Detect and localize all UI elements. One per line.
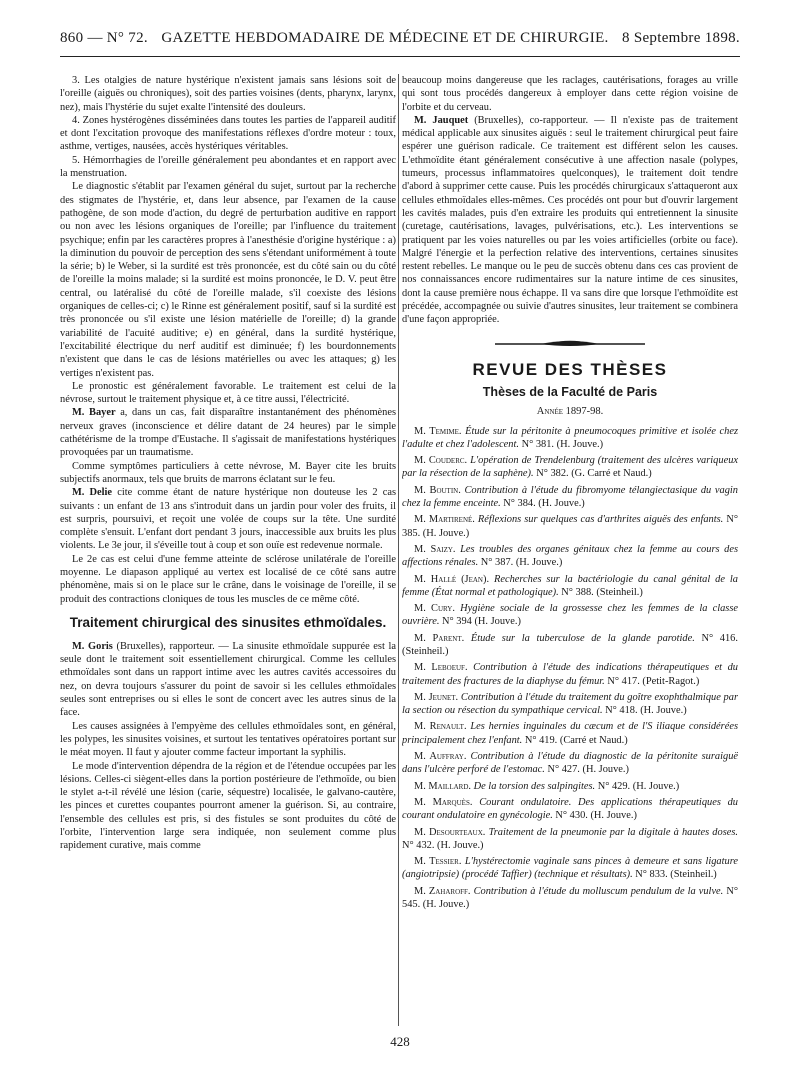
thesis-reference: N° 429. (H. Jouve.) xyxy=(597,780,680,792)
paragraph: beaucoup moins dangereuse que les raclages, cautérisations, forages au vrille qui sont tous procédés dangereux à employer dans cette région voisine de l'orbite et du cerveau. xyxy=(402,75,738,113)
issue-date: 8 Septembre 1898. xyxy=(621,30,740,46)
speaker-name: M. Goris xyxy=(72,640,113,652)
page-number: 428 xyxy=(390,1034,410,1049)
thesis-title: Les hernies inguinales du cæcum et de l'S iliaque considérées principalement chez l'enfant. xyxy=(402,721,738,746)
right-column xyxy=(402,74,738,1024)
thesis-title: L'opération de Trendelenburg (traitement des ulcères variqueux par la résection de la saphène). xyxy=(402,455,738,480)
paragraph: Le pronostic est généralement favorable. Le traitement est celui de la névrose, surtout le traitement physique et, à ce titre aussi, l'électricité. xyxy=(60,380,396,406)
thesis-entry xyxy=(402,750,738,777)
speaker-text: cite comme étant de nature hystérique non douteuse les 2 cas suivants : un enfant de 13 ans s'introduit dans un jardin pour voler des fruits, il est surpris, poursuivi, et reçoit une volée de coups sur la tête. Une surdité complète s'ensuit. L'enfant dort pendant 3 jours, inaccessible aux bruits les plus violents. Le 3e jour, il s'éveille tout à coup et son ouïe est redevenue normale. xyxy=(60,487,396,552)
thesis-entry xyxy=(402,632,738,659)
paragraph: Le mode d'intervention dépendra de la région et de l'étendue occupées par les lésions. Celles-ci siègent-elles dans la portion postérieure de l'ethmoïde, ou bien le stylet a-t-il révélé une lésion (carie, séquestre) localisée, le galvano-cautère, les pinces et curettes coupantes pourront amener la guérison. Si, au contraire, l'ensemble des cellules est pris, si des fistules se sont produites du côté de l'orbite, l'intervention large sera indiquée, non seulement comme plus rapidement curative, mais comme xyxy=(60,760,396,852)
thesis-entry xyxy=(402,720,738,747)
thesis-title: Contribution à l'étude du fibromyome télangiectasique du vagin chez la femme enceinte. xyxy=(402,484,738,510)
thesis-reference: N° 385. (H. Jouve.) xyxy=(402,514,738,539)
thesis-author: M. Jeunet. xyxy=(414,691,461,703)
thesis-title: Les troubles des organes génitaux chez la femme au cours des affections rénales. xyxy=(402,543,738,569)
thesis-reference: N° 417. (Petit-Ragot.) xyxy=(607,675,700,687)
thesis-reference: N° 419. (Carré et Naud.) xyxy=(524,734,628,746)
thesis-author: M. Zaharoff. xyxy=(414,885,474,897)
thesis-title: Contribution à l'étude du traitement du goître exophthalmique par la section ou résection du sympathique cervical. xyxy=(402,691,738,717)
thesis-author: M. Leboeuf. xyxy=(414,662,474,674)
thesis-author: M. Saizy. xyxy=(414,543,461,555)
thesis-entry xyxy=(402,855,738,882)
thesis-title: Contribution à l'étude du diagnostic de la péritonite suraiguë dans l'ulcère perforé de l'estomac. xyxy=(402,751,738,776)
speaker-text: (Bruxelles), co-rapporteur. — Il n'existe pas de traitement médical applicable aux sinusites aiguës : seul le traitement chirurgical peut faire espérer une guérison radicale. Ce traitement est différent selon les causes. L'ethmoïdite étant généralement consécutive à une affection nasale (polypes, tumeurs, processus inflammatoires quelconques), le traitement doit tendre d'abord à supprimer cette cause. Puis les procédés chirurgicaux s'attaqueront aux cellules ethmoïdales elles-mêmes. Ces procédés ont pour but d'ouvrir largement les cavités malades, puis d'en extraire les produits qui entretiennent la sinusite (curetage, cautérisations, lavages, pulvérisations, etc.). Les interventions se pratiquent par les voies naturelles ou par les voies artificielles (orbite ou face). Malgré l'énergie et la perfection relative des interventions, certaines sinusites restent rebelles. Le manque ou le peu de succès obtenu dans ces cas provient de nos connaissances encore rudimentaires sur la nature intime de ces sinusites, dont la cause première nous échappe. Il va sans dire que lorsque l'ethmoïdite est précédée, accompagnée ou suivie d'autres sinusites, leur traitement se combinera d'une façon appropriée. xyxy=(402,114,738,326)
thesis-reference: N° 833. (Steinheil.) xyxy=(635,869,717,881)
paragraph: 5. Hémorrhagies de l'oreille généralement peu abondantes et en rapport avec la menstruation. xyxy=(60,154,396,180)
thesis-entry xyxy=(402,573,738,600)
thesis-author: M. Couderc. xyxy=(414,455,471,467)
thesis-reference: N° 432. (H. Jouve.) xyxy=(402,839,484,851)
thesis-author: M. Parent. xyxy=(414,632,471,644)
thesis-entry xyxy=(402,484,738,511)
column-divider xyxy=(398,74,399,1026)
paragraph-bayer xyxy=(60,406,396,459)
left-column xyxy=(60,74,396,1024)
speaker-text: (Bruxelles), rapporteur. — La sinusite ethmoïdale suppurée est la seule dont le traitement soit essentiellement chirurgical. Comme les cellules ethmoïdales sont dans un rapport intime avec les autres cavités accessoires du nez, on devra toujours s'assurer du point de savoir si les cellules ethmoïdales seules sont entreprises ou si elles le sont de concert avec les autres sinus de la face. xyxy=(60,640,396,719)
revue-title: REVUE DES THÈSES xyxy=(472,359,668,379)
thesis-title: De la torsion des salpingites. xyxy=(473,780,598,792)
page-number-header: 860 — N° 72. xyxy=(60,30,148,46)
paragraph: Comme symptômes particuliers à cette névrose, M. Bayer cite les bruits subjectifs anormaux, tels que bruits de marrons éclatant sur le feu. xyxy=(60,460,396,485)
thesis-author: M. Martirené. xyxy=(414,514,478,526)
thesis-entry xyxy=(402,796,738,823)
paragraph-jauquet xyxy=(402,114,738,327)
thesis-author: M. Desourteaux. xyxy=(414,826,489,838)
thesis-reference: N° 388. (Steinheil.) xyxy=(561,586,643,598)
thesis-reference: N° 382. (G. Carré et Naud.) xyxy=(536,468,652,480)
thesis-entry xyxy=(402,780,738,793)
thesis-title: Traitement de la pneumonie par la digitale à hautes doses. xyxy=(488,826,738,838)
thesis-title: Recherches sur la bactériologie du canal génital de la femme (État normal et pathologique). xyxy=(402,573,738,598)
speaker-name: M. Jauquet xyxy=(414,114,469,126)
thesis-title: Hygiène sociale de la grossesse chez les femmes de la classe ouvrière. xyxy=(402,603,738,628)
paragraph-goris xyxy=(60,640,396,720)
thesis-entry xyxy=(402,691,738,718)
thesis-title: Contribution à l'étude du molluscum pendulum de la vulve. xyxy=(473,885,727,897)
thesis-entry xyxy=(402,826,738,853)
thesis-reference: N° 381. (H. Jouve.) xyxy=(521,438,604,450)
thesis-entry xyxy=(402,602,738,629)
paragraph-delie xyxy=(60,486,396,552)
thesis-author: M. Tessier. xyxy=(414,856,465,868)
thesis-entry xyxy=(402,425,738,452)
thesis-title: L'hystérectomie vaginale sans pinces à demeure et sans ligature (angiotripsie) (procédé Taffier) (technique et résultats). xyxy=(402,856,738,881)
speaker-text: a, dans un cas, fait disparaître instantanément des phénomènes nerveux graves (inconscience et délire datant de 24 heures) par le simple cathétérisme de la trompe d'Eustache. Il s'agissait de manifestations hystériques provoquées par un traumatisme. xyxy=(60,407,396,459)
thesis-author: M. Cury. xyxy=(414,603,461,615)
thesis-reference: N° 384. (H. Jouve.) xyxy=(503,498,585,510)
thesis-reference: N° 545. (H. Jouve.) xyxy=(402,885,738,911)
thesis-reference: N° 418. (H. Jouve.) xyxy=(605,705,687,717)
thesis-author: M. Temime. xyxy=(414,425,466,437)
journal-title: GAZETTE HEBDOMADAIRE DE MÉDECINE ET DE CHIRURGIE. xyxy=(161,30,609,46)
paragraph: Le diagnostic s'établit par l'examen général du sujet, surtout par la recherche des stigmates de l'hystérie, et, dans leur absence, par l'examen de la cause pathogène, de son mode d'action, du degré de perturbation auditive en rapport ou non avec les lésions organiques de l'oreille; par l'influence du traitement psychique; enfin par les caractères propres à l'anesthésie d'origine hystérique : a) la diminution du pouvoir de perception des sens s'étendant uniformément à toute la série; b) le Weber, si la surdité est très prononcée, est du côté sain ou du côté de l'oreille la moins malade; si la surdité est moins prononcée, le D. V. peut être central, ou latéralisé du côté de l'oreille malade, s'il coexiste des lésions organiques de celles-ci; c) le Rinne est généralement positif, sauf si la surdité est très prononcée ou s'il existe une lésion matérielle de l'oreille; d) la grande variabilité de l'acuité auditive; e) en général, dans la surdité hystérique, l'excitabilité électrique du nerf auditif est diminuée; f) les bourdonnements n'existent que dans le cas de lésions matérielles ou avec les attaques; g) les vertiges n'existent pas. xyxy=(60,181,396,379)
ornament-divider xyxy=(402,339,738,349)
speaker-name: M. Delie xyxy=(72,487,113,499)
theses-title: Thèses de la Faculté de Paris xyxy=(482,384,658,399)
thesis-title: Courant ondulatoire. Des applications thérapeutiques du courant ondulatoire en gynécologie. xyxy=(402,796,738,822)
thesis-reference: N° 387. (H. Jouve.) xyxy=(480,557,563,569)
theses-list xyxy=(402,425,738,912)
thesis-reference: N° 394 (H. Jouve.) xyxy=(442,616,521,628)
thesis-title: Réflexions sur quelques cas d'arthrites aiguës des enfants. xyxy=(477,514,727,526)
paragraph: Les causes assignées à l'empyème des cellules ethmoïdales sont, en général, les polypes, les sinusites voisines, et surtout les tentatives opératoires portant sur le méat moyen. Il faut y ajouter comme facteur important la syphilis. xyxy=(60,720,396,759)
paragraph: 3. Les otalgies de nature hystérique n'existent jamais sans lésions soit de l'oreille (aiguës ou chroniques), soit des parties voisines (dents, pharynx, larynx, nez), mais l'hystérie du sujet exalte l'intensité des douleurs. xyxy=(60,75,396,113)
thesis-author: M. Maillard. xyxy=(414,780,474,792)
paragraph: Le 2e cas est celui d'une femme atteinte de sclérose unilatérale de l'oreille moyenne. Le diapason appliqué au vertex est localisé de ce côté sans autre phénomène, mais si on le place sur le crâne, dans le voisinage de l'oreille, il se produit des contractions cloniques de tous les muscles de ce même côté. xyxy=(60,553,396,605)
page-header xyxy=(60,30,740,57)
thesis-reference: N° 427. (H. Jouve.) xyxy=(547,764,629,776)
thesis-entry xyxy=(402,454,738,481)
thesis-entry xyxy=(402,543,738,570)
section-title: Traitement chirurgical des sinusites ethmoïdales. xyxy=(69,614,387,630)
thesis-entry xyxy=(402,661,738,688)
thesis-title: Contribution à l'étude des indications thérapeutiques et du traitement des fractures de la diaphyse du fémur. xyxy=(402,662,738,687)
paragraph: 4. Zones hystérogènes disséminées dans toutes les parties de l'appareil auditif et dont l'excitation provoque des manifestations réflexes d'ordre moteur : toux, asthme, vertiges, nausées, accès hystériques véritables. xyxy=(60,114,396,153)
thesis-author: M. Auffray. xyxy=(414,751,471,763)
thesis-author: M. Renault. xyxy=(414,721,471,733)
thesis-entry xyxy=(402,885,738,912)
thesis-author: M. Hallé (Jean). xyxy=(414,573,494,585)
thesis-reference: N° 430. (H. Jouve.) xyxy=(555,810,637,822)
thesis-author: M. Marquès. xyxy=(414,796,480,808)
speaker-name: M. Bayer xyxy=(72,407,116,419)
thesis-title: Étude sur la péritonite à pneumocoques primitive et isolée chez l'adulte et chez l'adolescent. xyxy=(402,425,738,450)
thesis-title: Étude sur la tuberculose de la glande parotide. xyxy=(470,632,702,644)
thesis-reference: N° 416. (Steinheil.) xyxy=(402,632,738,657)
thesis-entry xyxy=(402,513,738,540)
academic-year: Année 1897-98. xyxy=(536,406,604,418)
thesis-author: M. Boutin. xyxy=(414,484,465,496)
